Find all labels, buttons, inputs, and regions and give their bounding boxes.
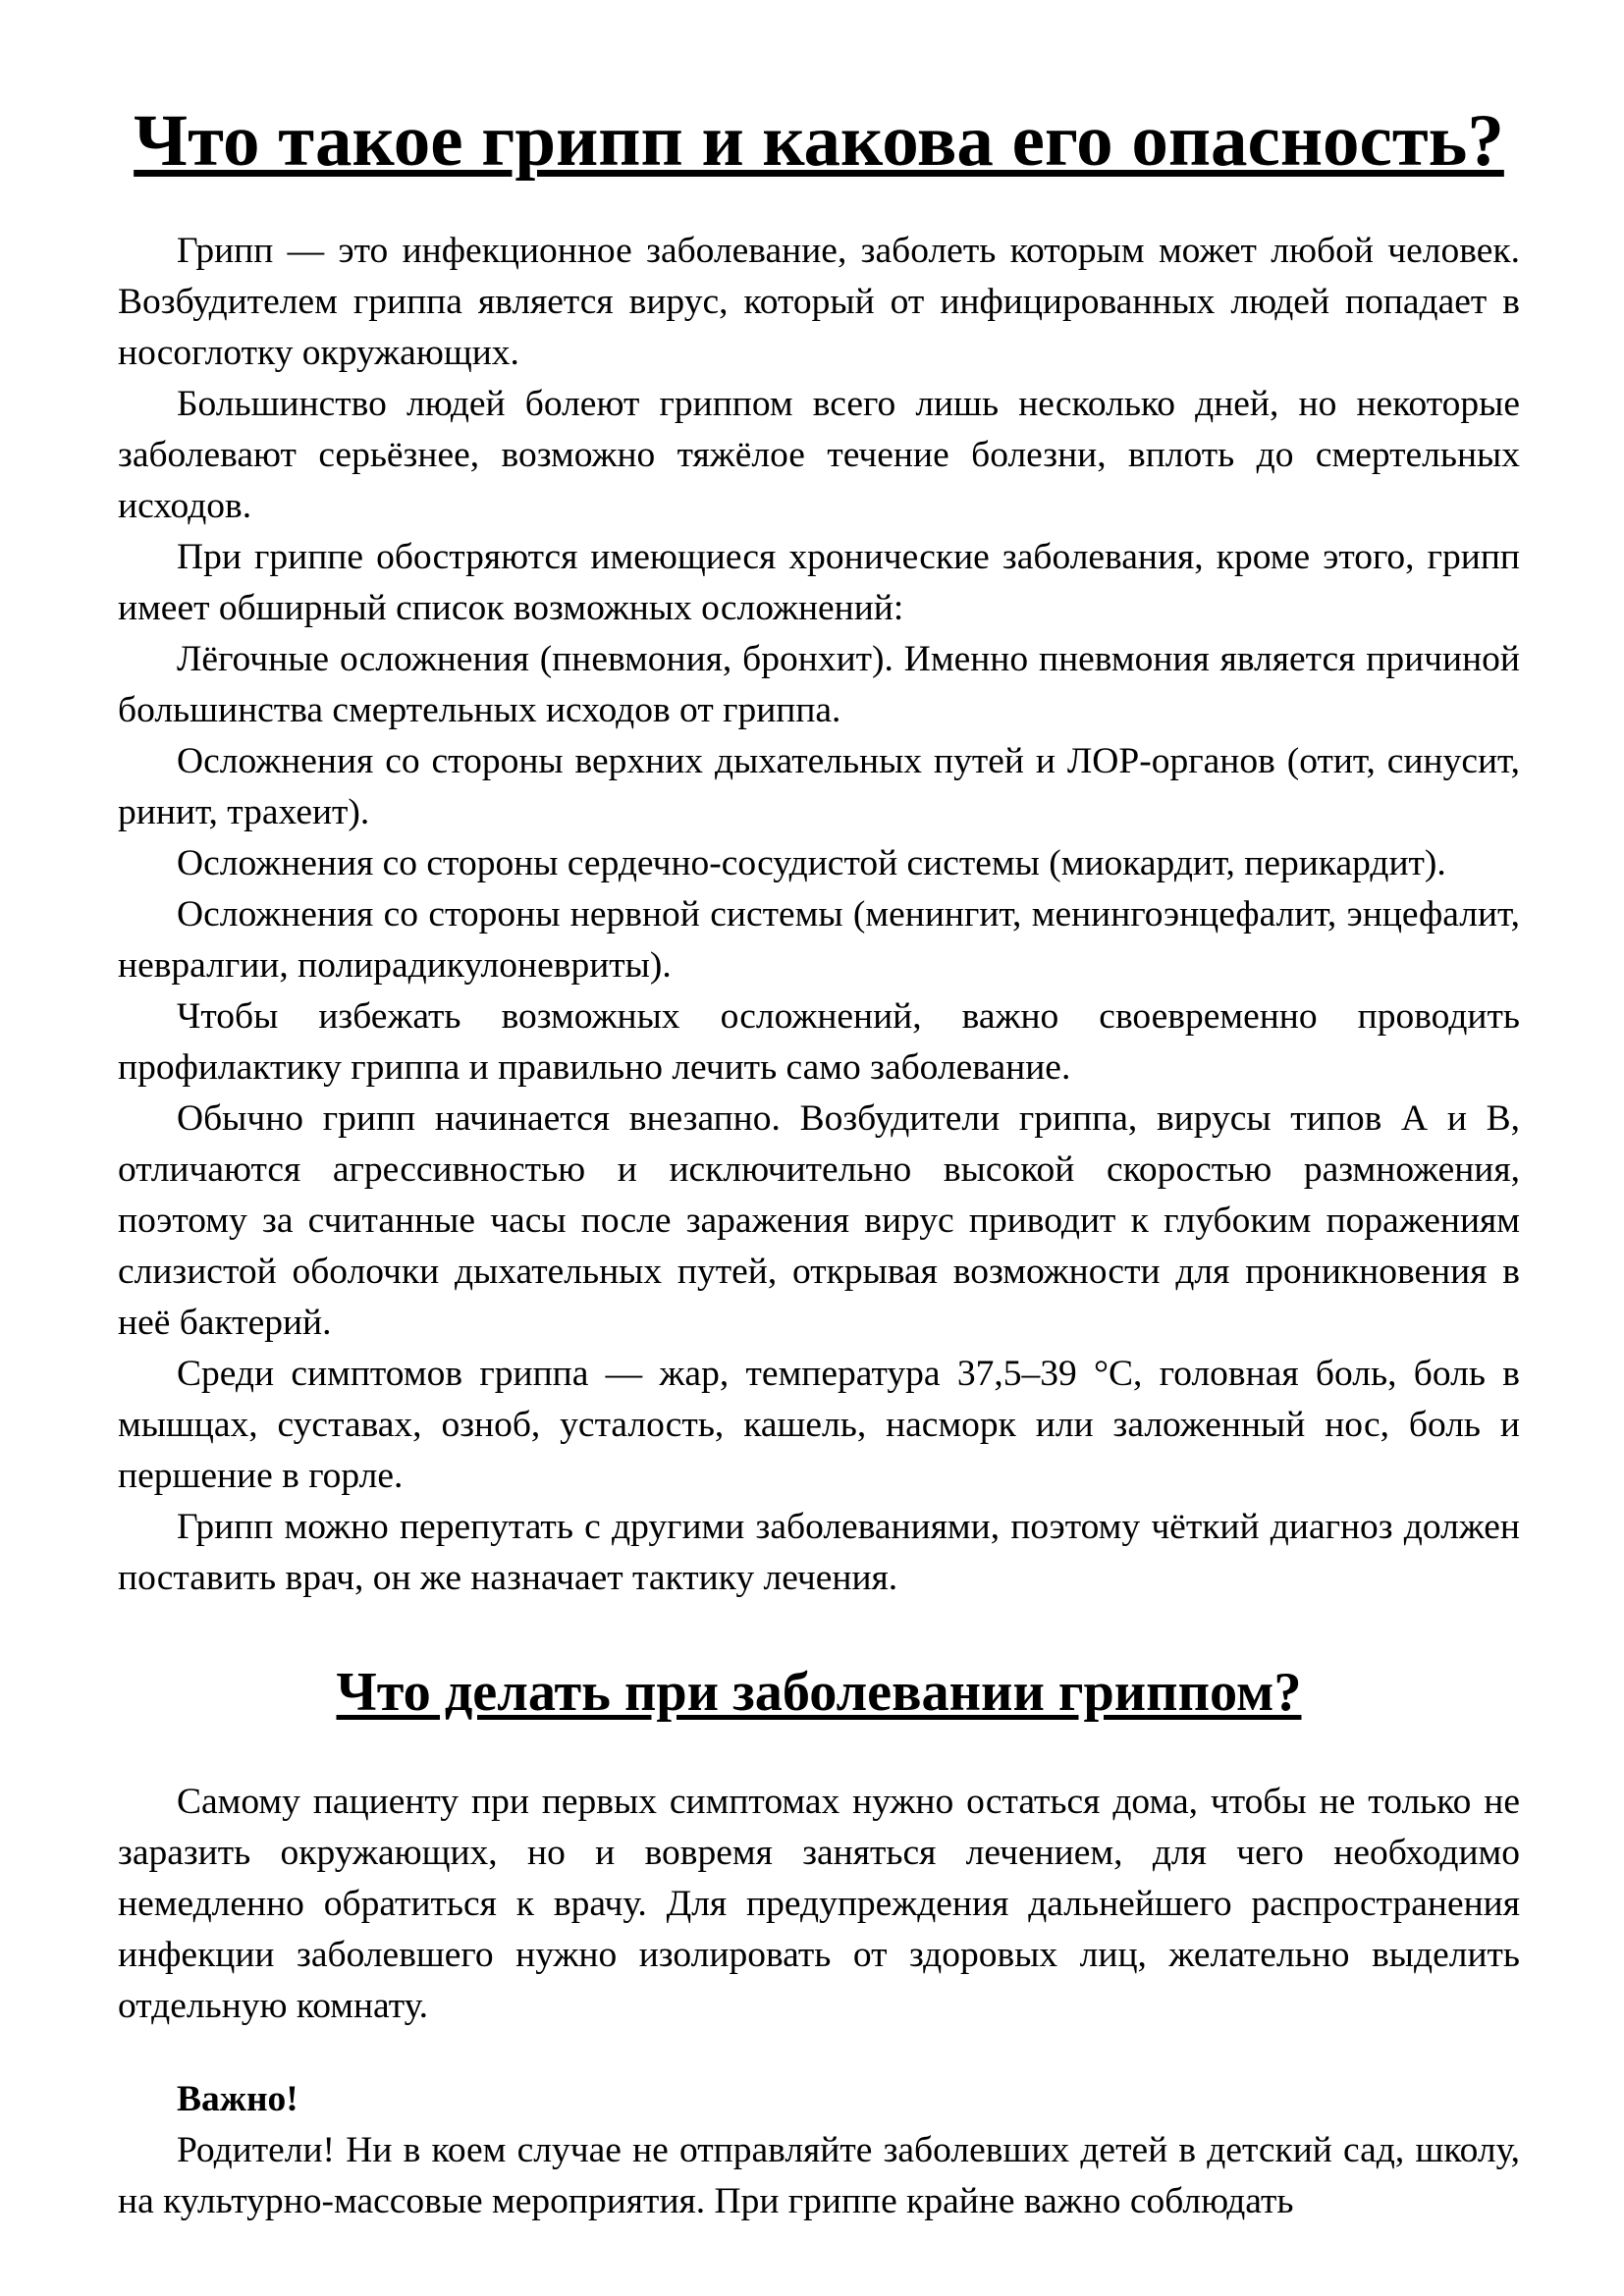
paragraph: При гриппе обостряются имеющиеся хронические заболевания, кроме этого, грипп имеет обширный список возможных осложнений: <box>118 537 1520 628</box>
paragraph: Грипп можно перепутать с другими заболеваниями, поэтому чёткий диагноз должен поставить врач, он же назначает тактику лечения. <box>118 1507 1520 1598</box>
paragraph: Чтобы избежать возможных осложнений, важно своевременно проводить профилактику гриппа и правильно лечить само заболевание. <box>118 996 1520 1088</box>
paragraph: Самому пациенту при первых симптомах нужно остаться дома, чтобы не только не заразить окружающих, но и вовремя заняться лечением, для чего необходимо немедленно обратиться к врачу. Для предупреждения дальнейшего распространения инфекции заболевшего нужно изолировать от здоровых лиц, желательно выделить отдельную комнату. <box>118 1782 1520 2026</box>
paragraph: Лёгочные осложнения (пневмония, бронхит). Именно пневмония является причиной большинства смертельных исходов от гриппа. <box>118 639 1520 730</box>
paragraph: Осложнения со стороны верхних дыхательных путей и ЛОР-органов (отит, синусит, ринит, трахеит). <box>118 741 1520 832</box>
paragraph: Большинство людей болеют гриппом всего лишь несколько дней, но некоторые заболевают серьёзнее, возможно тяжёлое течение болезни, вплоть до смертельных исходов. <box>118 384 1520 526</box>
document-page <box>118 100 1520 2227</box>
section-title-what-to-do: Что делать при заболевании гриппом? <box>336 1662 1302 1723</box>
important-paragraph: Родители! Ни в коем случае не отправляйте заболевших детей в детский сад, школу, на культурно-массовые мероприятия. При гриппе крайне важно соблюдать <box>118 2130 1520 2221</box>
paragraph: Осложнения со стороны нервной системы (менингит, менингоэнцефалит, энцефалит, невралгии, полирадикулоневриты). <box>118 894 1520 986</box>
important-label: Важно! <box>177 2079 298 2119</box>
paragraph: Грипп — это инфекционное заболевание, заболеть которым может любой человек. Возбудителем гриппа является вирус, который от инфицированных людей попадает в носоглотку окружающих. <box>118 231 1520 373</box>
paragraph: Осложнения со стороны сердечно-сосудистой системы (миокардит, перикардит). <box>177 843 1446 883</box>
section-title-flu-danger: Что такое грипп и какова его опасность? <box>134 100 1504 182</box>
paragraph: Обычно грипп начинается внезапно. Возбудители гриппа, вирусы типов А и В, отличаются агрессивностью и исключительно высокой скоростью размножения, поэтому за считанные часы после заражения вирус приводит к глубоким поражениям слизистой оболочки дыхательных путей, открывая возможности для проникновения в неё бактерий. <box>118 1098 1520 1343</box>
paragraph: Среди симптомов гриппа — жар, температура 37,5–39 °С, головная боль, боль в мышцах, суставах, озноб, усталость, кашель, насморк или заложенный нос, боль и першение в горле. <box>118 1354 1520 1496</box>
